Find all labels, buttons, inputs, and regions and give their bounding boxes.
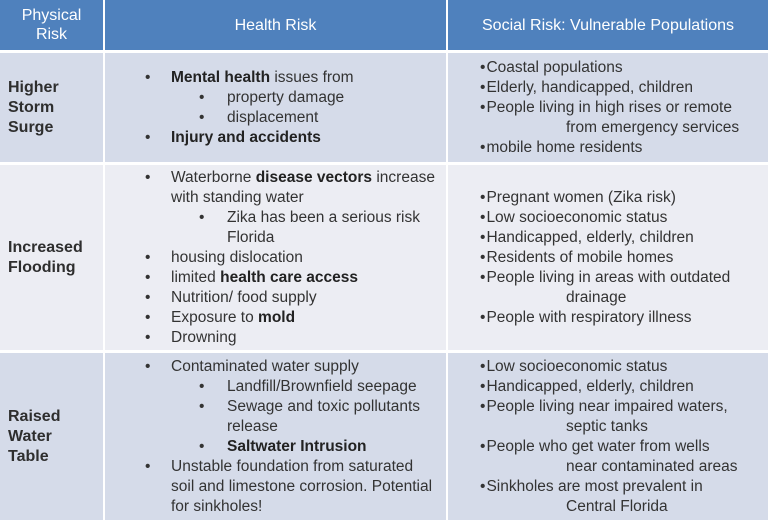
- bullet: •: [480, 268, 486, 286]
- social-risk-item: [480, 357, 768, 377]
- text-part: property damage: [227, 88, 345, 106]
- social-risk-continuation: Central Florida: [566, 497, 668, 515]
- social-risk-item: [480, 188, 768, 208]
- text-part: Drowning: [171, 328, 237, 346]
- bullet: •: [480, 357, 486, 375]
- health-risk-item: [105, 308, 446, 328]
- health-risk-item: [105, 248, 446, 268]
- health-risk-list: [105, 357, 446, 517]
- health-risk-item: [105, 457, 446, 517]
- social-risk-item: [480, 477, 768, 497]
- text-part: Sewage and toxic pollutants release: [227, 397, 421, 435]
- bold-text: Mental health: [171, 68, 271, 86]
- health-risk-item: [105, 68, 446, 128]
- bold-text: mold: [258, 308, 296, 326]
- bullet: •: [480, 248, 486, 266]
- bullet: •: [480, 208, 486, 226]
- social-risk-text: Coastal populations: [486, 58, 623, 76]
- bold-text: disease vectors: [255, 168, 373, 186]
- health-sub-list: [171, 208, 440, 248]
- bullet: •: [480, 138, 486, 156]
- bold-text: health care access: [220, 268, 358, 286]
- health-risk-cell: [104, 52, 447, 164]
- header-physical-risk: Physical Risk: [0, 0, 104, 52]
- social-risk-item: [480, 248, 768, 268]
- social-risk-text: People living in areas with outdated: [486, 268, 731, 286]
- text-part: Landfill/Brownfield seepage: [227, 377, 417, 395]
- social-risk-cell: [447, 52, 768, 164]
- social-risk-text: Handicapped, elderly, children: [486, 377, 694, 395]
- social-risk-item: [480, 268, 768, 288]
- table-row: [0, 164, 768, 352]
- bullet: •: [480, 437, 486, 455]
- bold-text: Saltwater Intrusion: [227, 437, 367, 455]
- text-part: increase with standing water: [171, 168, 435, 206]
- table-row: [0, 52, 768, 164]
- social-risk-cell: [447, 164, 768, 352]
- social-risk-text: Sinkholes are most prevalent in: [486, 477, 703, 495]
- health-risk-item: [105, 168, 446, 248]
- health-risk-list: [105, 168, 446, 348]
- health-sub-item: [171, 397, 440, 437]
- header-row: [0, 0, 768, 52]
- social-risk-continuation: from emergency services: [566, 118, 740, 136]
- bullet: •: [480, 477, 486, 495]
- health-sub-item: [171, 377, 440, 397]
- social-risk-item: [480, 138, 768, 158]
- social-risk-item: [480, 78, 768, 98]
- social-risk-item: [480, 397, 768, 417]
- social-risk-continuation: near contaminated areas: [566, 457, 738, 475]
- social-risk-item: [480, 98, 768, 118]
- social-risk-item: [480, 208, 768, 228]
- header-health-risk: Health Risk: [104, 0, 447, 52]
- bold-text: Injury and accidents: [171, 128, 321, 146]
- social-risk-text: Pregnant women (Zika risk): [486, 188, 676, 206]
- social-risk-text: Low socioeconomic status: [486, 208, 668, 226]
- social-risk-text: People living near impaired waters,: [486, 397, 728, 415]
- social-risk-text: People living in high rises or remote: [486, 98, 732, 116]
- health-risk-cell: [104, 164, 447, 352]
- health-sub-list: [171, 377, 440, 457]
- table-row: [0, 352, 768, 522]
- text-part: Contaminated water supply: [171, 357, 359, 375]
- physical-risk-cell: Higher Storm Surge: [0, 52, 104, 164]
- bullet: •: [480, 397, 486, 415]
- health-risk-item: [105, 357, 446, 457]
- header-social-risk: Social Risk: Vulnerable Populations: [447, 0, 768, 52]
- health-risk-item: [105, 328, 446, 348]
- social-risk-continuation: drainage: [566, 288, 627, 306]
- health-sub-item: [171, 437, 440, 457]
- health-risk-item: [105, 128, 446, 148]
- social-risk-text: Handicapped, elderly, children: [486, 228, 694, 246]
- bullet: •: [480, 98, 486, 116]
- health-risk-list: [105, 68, 446, 148]
- health-sub-item: [171, 88, 440, 108]
- social-risk-item: [480, 377, 768, 397]
- social-risk-item: [480, 228, 768, 248]
- text-part: Nutrition/ food supply: [171, 288, 317, 306]
- social-risk-continuation: septic tanks: [566, 417, 648, 435]
- social-risk-item: [480, 58, 768, 78]
- bullet: •: [480, 308, 486, 326]
- text-part: Zika has been a serious risk Florida: [227, 208, 420, 246]
- social-risk-item: [480, 308, 768, 328]
- social-risk-item: [480, 437, 768, 457]
- text-part: housing dislocation: [171, 248, 303, 266]
- health-sub-item: [171, 108, 440, 128]
- health-risk-item: [105, 288, 446, 308]
- text-part: Exposure to: [171, 308, 259, 326]
- social-risk-cell: [447, 352, 768, 522]
- bullet: •: [480, 78, 486, 96]
- health-risk-item: [105, 268, 446, 288]
- health-sub-item: [171, 208, 440, 248]
- text-part: issues from: [270, 68, 354, 86]
- bullet: •: [480, 58, 486, 76]
- physical-risk-cell: Increased Flooding: [0, 164, 104, 352]
- text-part: displacement: [227, 108, 319, 126]
- social-risk-text: People with respiratory illness: [486, 308, 692, 326]
- text-part: Unstable foundation from saturated soil and limestone corrosion. Potential for sinkholes!: [171, 457, 433, 515]
- table-body: [0, 52, 768, 522]
- social-risk-text: Low socioeconomic status: [486, 357, 668, 375]
- social-risk-text: People who get water from wells: [486, 437, 710, 455]
- bullet: •: [480, 188, 486, 206]
- text-part: Waterborne: [171, 168, 256, 186]
- bullet: •: [480, 377, 486, 395]
- bullet: •: [480, 228, 486, 246]
- social-risk-text: Elderly, handicapped, children: [486, 78, 693, 96]
- social-risk-text: mobile home residents: [486, 138, 643, 156]
- health-sub-list: [171, 88, 440, 128]
- text-part: limited: [171, 268, 221, 286]
- health-risk-cell: [104, 352, 447, 522]
- physical-risk-cell: Raised Water Table: [0, 352, 104, 522]
- social-risk-text: Residents of mobile homes: [486, 248, 674, 266]
